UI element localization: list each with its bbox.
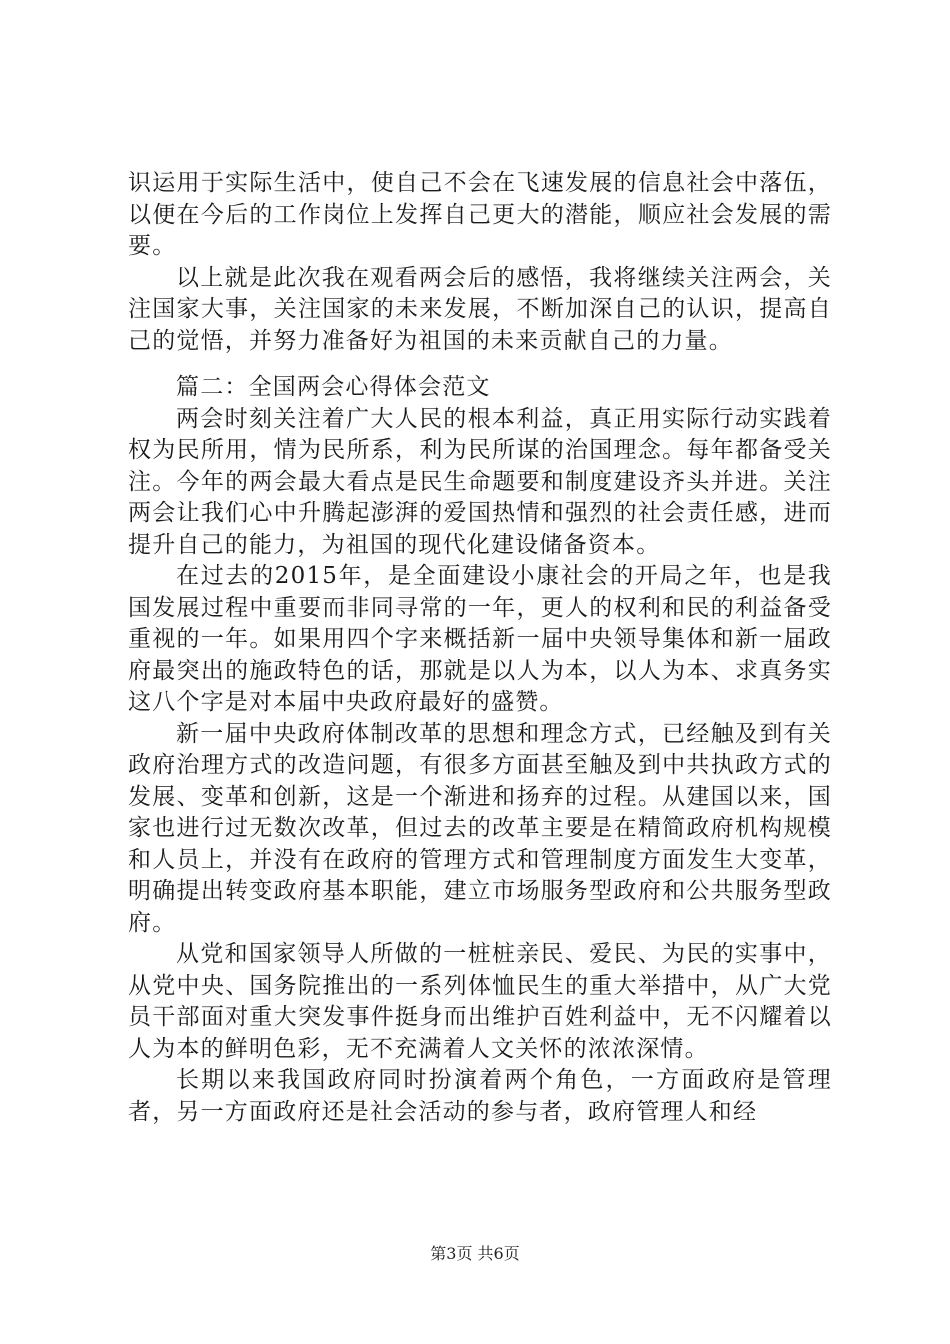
paragraph: 长期以来我国政府同时扮演着两个角色，一方面政府是管理者，另一方面政府还是社会活动的参与者，政府管理人和经 [128, 1067, 832, 1125]
page-number-footer: 第3页 共6页 [430, 1244, 520, 1263]
section-heading: 篇二：全国两会心得体会范文 [176, 374, 491, 400]
paragraph-conclusion: 以上就是此次我在观看两会后的感悟，我将继续关注两会，关注国家大事，关注国家的未来发展，不断加深自己的认识，提高自己的觉悟，并努力准备好为祖国的未来贡献自己的力量。 [128, 264, 832, 354]
paragraph: 从党和国家领导人所做的一桩桩亲民、爱民、为民的实事中，从党中央、国务院推出的一系列体恤民生的重大举措中，从广大党员干部面对重大突发事件挺身而出维护百姓利益中，无不闪耀着以人为本的鲜明色彩，无不充满着人文关怀的浓浓深情。 [128, 941, 832, 1062]
paragraph-continuation: 识运用于实际生活中，使自己不会在飞速发展的信息社会中落伍，以便在今后的工作岗位上发挥自己更大的潜能，顺应社会发展的需要。 [128, 170, 832, 259]
document-body [128, 168, 832, 1128]
paragraph: 在过去的2015年，是全面建设小康社会的开局之年，也是我国发展过程中重要而非同寻常的一年，更人的权利和民的利益备受重视的一年。如果用四个字来概括新一届中央领导集体和新一届政府最突出的施政特色的话，那就是以人为本，以人为本、求真务实这八个字是对本届中央政府最好的盛赞。 [128, 563, 832, 715]
paragraph: 两会时刻关注着广大人民的根本利益，真正用实际行动实践着权为民所用，情为民所系，利为民所谋的治国理念。每年都备受关注。今年的两会最大看点是民生命题要和制度建设齐头并进。关注两会让我们心中升腾起澎湃的爱国热情和强烈的社会责任感，进而提升自己的能力，为祖国的现代化建设储备资本。 [128, 405, 832, 558]
paragraph: 新一届中央政府体制改革的思想和理念方式，已经触及到有关政府治理方式的改造问题，有很多方面甚至触及到中共执政方式的发展、变革和创新，这是一个渐进和扬弃的过程。从建国以来，国家也进行过无数次改革，但过去的改革主要是在精简政府机构规模和人员上，并没有在政府的管理方式和管理制度方面发生大变革，明确提出转变政府基本职能，建立市场服务型政府和公共服务型政府。 [128, 720, 832, 936]
